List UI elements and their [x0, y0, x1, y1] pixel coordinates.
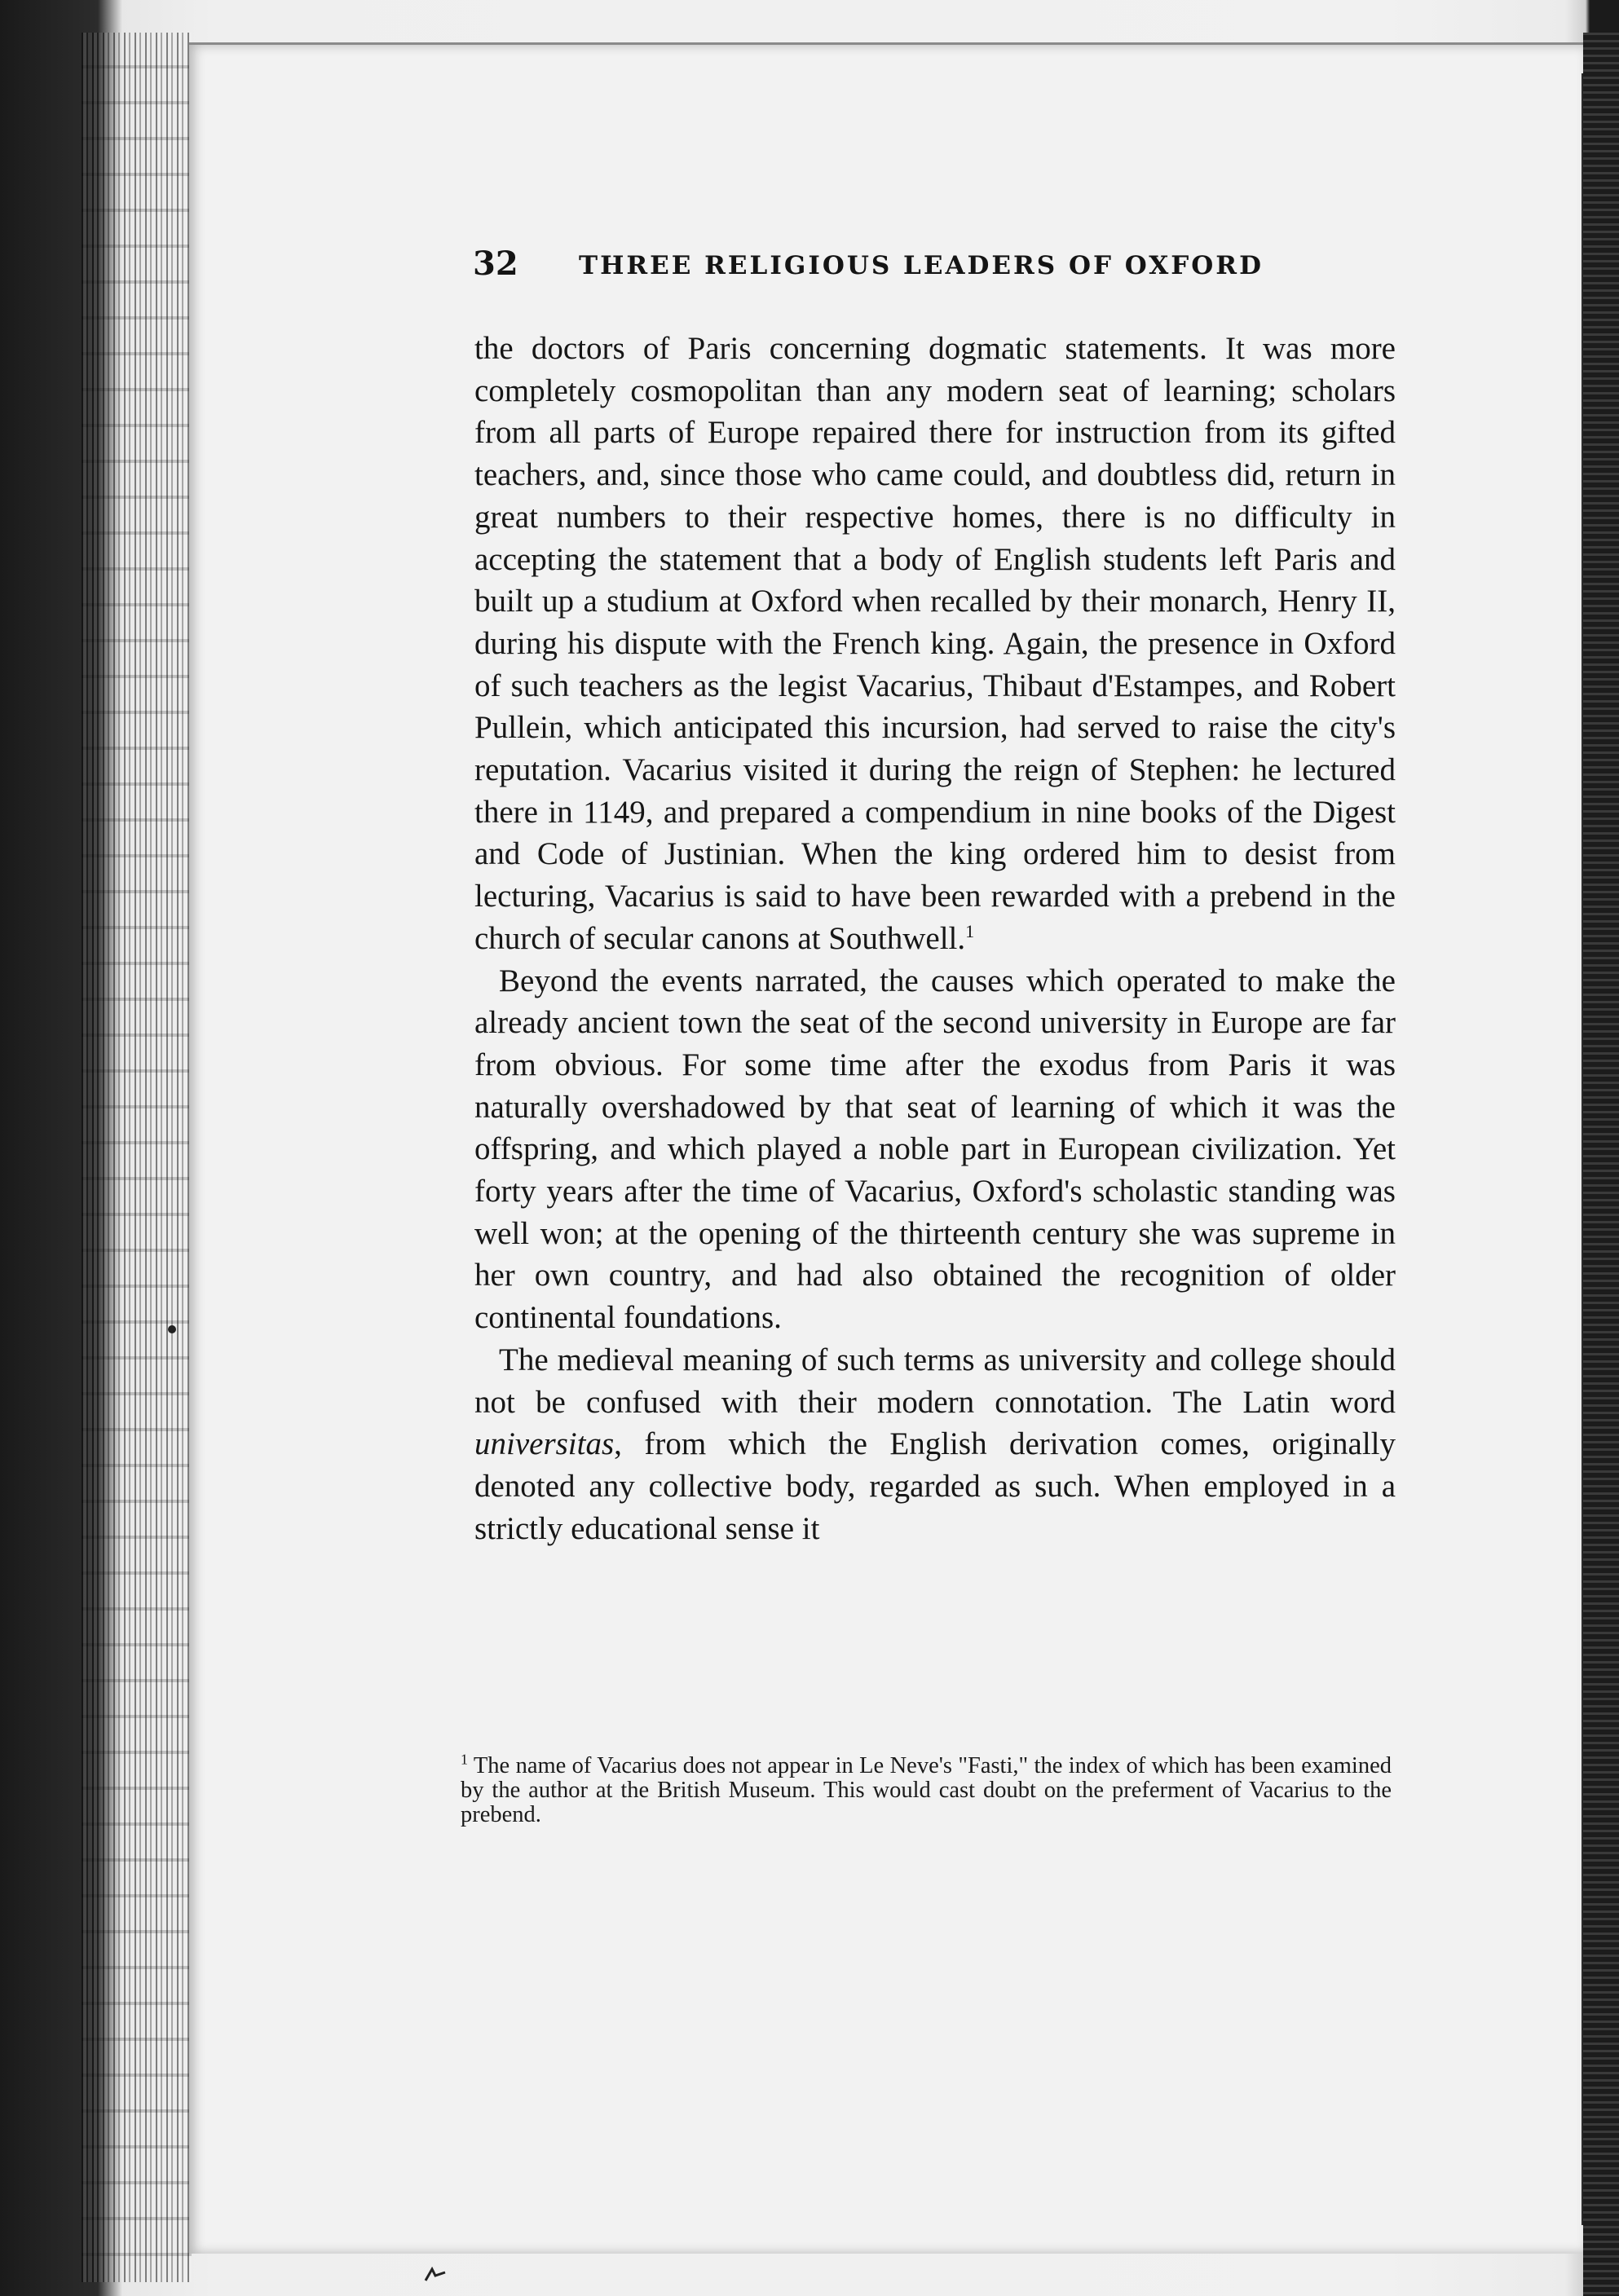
paragraph-2: Beyond the events narrated, the causes which operated to make the already ancient town the seat of the second university in Europe are far from obvious. For some time after the exodus from Paris it was naturally overshadowed by that seat of learning of which it was the offspring, and which played a noble part in European civilization. Yet forty years after the time of Vacarius, Oxford's scholastic standing was well won; at the opening of the thirteenth century she was supreme in her own country, and had also obtained the recognition of older continental foundations.	[474, 963, 1396, 1336]
book-binding-edge	[82, 33, 192, 2282]
italic-term: universitas	[474, 1426, 615, 1462]
scan-artifact-mark	[424, 2264, 447, 2282]
paragraph-1-text: the doctors of Paris concerning dogmatic statements. It was more completely cosmopolitan than any modern seat of learning; scholars from all parts of Europe repaired there for instruction from its gifted teachers, and, since those who came could, and doubtless did, return in great numbers to their respective homes, there is no difficulty in accepting the statement that a body of English students left Paris and built up a studium at Oxford when recalled by their monarch, Henry II, during his dispute with the French king. Again, the presence in Oxford of such teachers as the legist Vacarius, Thibaut d'Estampes, and Robert Pullein, which anticipated this incursion, had served to raise the city's reputation. Vacarius visited it during the reign of Stephen: he lectured there in 1149, and prepared a compendium in nine books of the Digest and Code of Justinian. When the king ordered him to desist from lecturing, Vacarius is said to have been rewarded with a prebend in the church of secular canons at Southwell.	[474, 331, 1396, 956]
page-number: 32	[473, 245, 518, 283]
footnote	[461, 1751, 1392, 1827]
paragraph-3-text-b: , from which the English derivation comes, originally denoted any collective body, regarded as such. When employed in a strictly educational sense it	[474, 1426, 1396, 1546]
page-header	[473, 245, 1304, 293]
scanner-right-border	[1583, 33, 1619, 2296]
body-text	[474, 328, 1396, 1549]
footnote-mark: 1	[461, 1751, 468, 1768]
paragraph-3	[474, 1339, 1396, 1550]
scan-speck	[168, 1325, 176, 1333]
running-title: THREE RELIGIOUS LEADERS OF OXFORD	[579, 251, 1264, 280]
paragraph-3-text-a: The medieval meaning of such terms as university and college should not be confused with their modern connotation. The Latin word	[474, 1342, 1396, 1420]
paragraph-1	[474, 328, 1396, 960]
footnote-reference: 1	[965, 920, 975, 941]
footnote-text: The name of Vacarius does not appear in Le Neve's "Fasti," the index of which has been examined by the author at the British Museum. This would cast doubt on the preferment of Vacarius to the prebend.	[461, 1753, 1392, 1827]
page-top-edge	[189, 42, 1583, 45]
